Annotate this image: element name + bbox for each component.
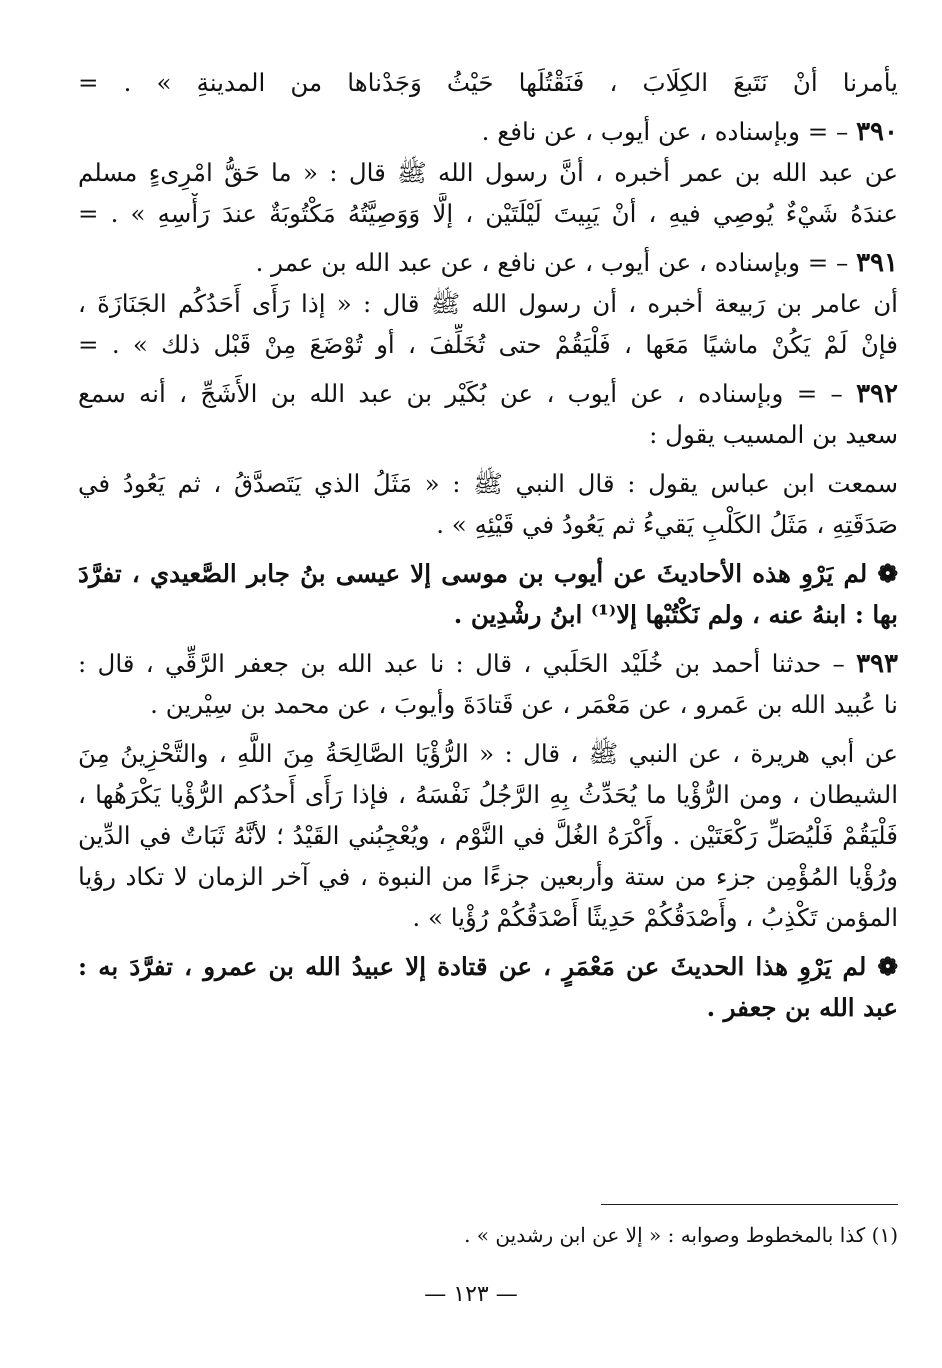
text-line [78, 946, 898, 987]
line-text: ورُؤْيا المُؤْمِن جزء من ستة وأربعين جزءًا من النبوة ، في آخر الزمان لا تكاد رؤيا [78, 862, 898, 891]
text-line [78, 815, 898, 856]
paragraph-gap [78, 938, 898, 946]
line-text: عبد الله بن جعفر . [706, 993, 898, 1022]
text-line [78, 324, 898, 365]
text-line [78, 373, 898, 414]
hadith-number: ٣٩٠ [856, 117, 898, 147]
paragraph-gap [78, 234, 898, 242]
text-line [78, 504, 898, 545]
line-text: فإنْ لَمْ يَكُنْ ماشيًا مَعَها ، فَلْيَقُمْ حتى تُخَلِّفَ ، أو تُوْضَعَ مِنْ قَبْل ذلك » . = [78, 330, 898, 359]
text-line [78, 553, 898, 594]
line-text: ❁ لم يَرْوِ هذا الحديثَ عن مَعْمَرٍ ، عن قتادة إلا عبيدُ الله بن عمرو ، تفرَّدَ به : [78, 952, 898, 981]
hadith-number: ٣٩٢ [856, 379, 898, 409]
line-text: – = وبإسناده ، عن أيوب ، عن نافع ، عن عبد الله بن عمر . [255, 248, 857, 277]
text-line [78, 414, 898, 455]
hadith-number: ٣٩١ [856, 248, 898, 278]
footnote: (١) كذا بالمخطوط وصوابه : « إلا عن ابن رشدين » . [464, 1223, 898, 1247]
text-line [78, 684, 898, 725]
text-line [78, 62, 898, 103]
line-text: – حدثنا أحمد بن خُلَيْد الحَلَبي ، قال : نا عبد الله بن جعفر الرَّقِّي ، قال : [78, 649, 857, 678]
text-line [78, 242, 898, 283]
line-text: يأمرنا أنْ نَتَبعَ الكِلَابَ ، فَنَقْتُلَها حَيْثُ وَجَدْناها من المدينةِ » . = [78, 68, 898, 97]
line-text: صَدَقَتِهِ ، مَثَلُ الكَلْبِ يَقيءُ ثم يَعُودُ في قَيْئِهِ » . [436, 510, 898, 539]
line-text: عندَهُ شَيْءٌ يُوصِي فيهِ ، أنْ يَبِيتَ لَيْلَتَيْن ، إلَّا وَوَصِيَّتُهُ مَكْتُوبَةٌ عندَ رَأْسِهِ » . = [78, 199, 898, 228]
text-line [78, 152, 898, 193]
paragraph-gap [78, 545, 898, 553]
text-line [78, 111, 898, 152]
line-text: سمعت ابن عباس يقول : قال النبي ﷺ : « مَثَلُ الذي يَتَصدَّقُ ، ثم يَعُودُ في [78, 469, 898, 498]
page-number: — ١٢٣ — [424, 1282, 518, 1307]
text-line [78, 987, 898, 1028]
line-text: – = وبإسناده ، عن أيوب ، عن نافع . [481, 117, 857, 146]
line-text: عن عبد الله بن عمر أخبره ، أنَّ رسول الله ﷺ قال : « ما حَقُّ امْرِىءٍ مسلم [78, 158, 898, 187]
text-line [78, 594, 898, 635]
line-text: نا عُبيد الله بن عَمرو ، عن مَعْمَر ، عن قَتادَةَ وأيوبَ ، عن محمد بن سِيْرين . [150, 690, 898, 719]
line-text: سعيد بن المسيب يقول : [649, 420, 898, 449]
line-text: – = وبإسناده ، عن أيوب ، عن بُكَيْر بن عبد الله بن الأَشَجِّ ، أنه سمع [78, 379, 857, 408]
line-text: بها : ابنهُ عنه ، ولم نَكْتُبْها إلا⁽¹⁾ ابنُ رشْدِين . [453, 600, 898, 629]
line-text: فَلْيَقُمْ فَلْيُصَلِّ رَكْعَتَيْن . وأَكْرَهُ الغُلَّ في النَّوْم ، ويُعْجِبُني القَيْدُ ؛ لأنَّهُ ثَبَاتٌ في الدِّين [78, 821, 898, 850]
footnote-divider [601, 1204, 898, 1205]
paragraph-gap [78, 103, 898, 111]
hadith-number: ٣٩٣ [856, 649, 898, 679]
text-line [78, 463, 898, 504]
text-line [78, 733, 898, 774]
text-line [78, 193, 898, 234]
line-text: الشيطان ، ومن الرُّؤْيا ما يُحَدِّثُ بِهِ الرَّجُلُ نَفْسَهُ ، فإذا رَأَى أَحدُكم الرُّؤْيا يَكْرَهُها ، [78, 780, 898, 809]
paragraph-gap [78, 725, 898, 733]
line-text: أن عامر بن رَبيعة أخبره ، أن رسول الله ﷺ قال : « إذا رَأَى أَحَدُكُم الجَنَازَةَ ، [78, 289, 898, 318]
line-text: ❁ لم يَرْوِ هذه الأحاديثَ عن أيوب بن موسى إلا عيسى بنُ جابر الصَّعيدي ، تفرَّدَ [78, 559, 898, 588]
paragraph-gap [78, 365, 898, 373]
paragraph-gap [78, 635, 898, 643]
line-text: عن أبي هريرة ، عن النبي ﷺ ، قال : « الرُّؤْيَا الصَّالِحَةُ مِنَ اللَّهِ ، والتَّحْزِينُ مِنَ [78, 739, 898, 768]
text-line [78, 774, 898, 815]
line-text: المؤمن تَكْذِبُ ، وأَصْدَقُكُمْ حَدِيثًا أَصْدَقُكُمْ رُؤْيا » . [412, 903, 898, 932]
text-line [78, 897, 898, 938]
text-line [78, 283, 898, 324]
text-line [78, 856, 898, 897]
paragraph-gap [78, 455, 898, 463]
text-line [78, 643, 898, 684]
main-text [78, 62, 898, 1028]
